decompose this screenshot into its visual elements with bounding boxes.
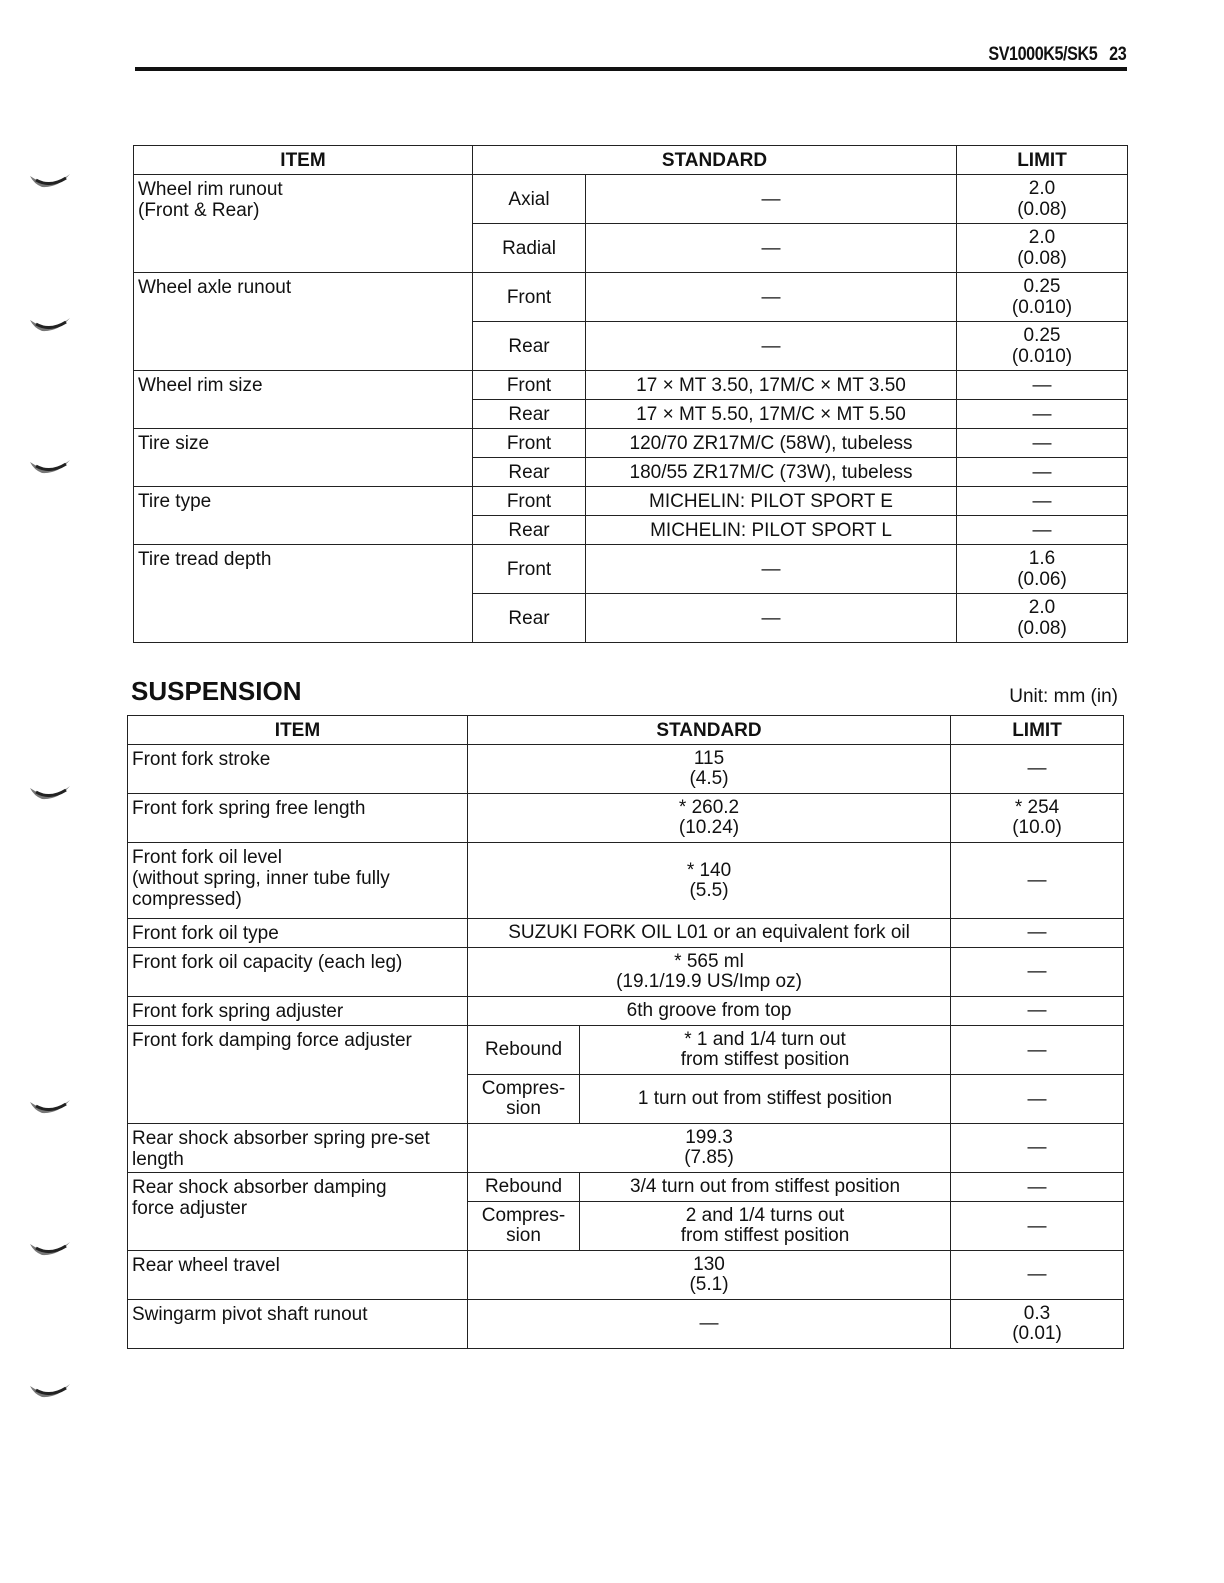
position-cell: Front: [473, 487, 586, 516]
mode-cell: Compres- sion: [468, 1075, 580, 1124]
item-cell: Swingarm pivot shaft runout: [128, 1300, 468, 1349]
standard-cell: 6th groove from top: [468, 997, 951, 1026]
item-cell: Front fork oil type: [128, 919, 468, 948]
limit-cell: —: [951, 1202, 1124, 1251]
section-title: SUSPENSION: [131, 676, 302, 706]
table-row: [128, 1300, 1124, 1349]
limit-cell: —: [951, 843, 1124, 919]
standard-cell: 130 (5.1): [468, 1251, 951, 1300]
standard-cell: SUZUKI FORK OIL L01 or an equivalent fork oil: [468, 919, 951, 948]
col-header-item: ITEM: [128, 716, 468, 745]
standard-cell: * 1 and 1/4 turn out from stiffest position: [580, 1026, 951, 1075]
col-header-limit: LIMIT: [951, 716, 1124, 745]
limit-cell: —: [951, 1124, 1124, 1173]
table-row: [128, 948, 1124, 997]
position-cell: Front: [473, 273, 586, 322]
standard-cell: 3/4 turn out from stiffest position: [580, 1173, 951, 1202]
table-row: [134, 371, 1128, 400]
position-cell: Rear: [473, 400, 586, 429]
unit-note: Unit: mm (in): [1009, 686, 1118, 707]
limit-cell: 2.0 (0.08): [957, 224, 1128, 273]
binder-ring-icon: [28, 1240, 72, 1258]
position-cell: Rear: [473, 594, 586, 643]
standard-cell: * 260.2 (10.24): [468, 794, 951, 843]
standard-cell: 120/70 ZR17M/C (58W), tubeless: [586, 429, 957, 458]
position-cell: Rear: [473, 458, 586, 487]
item-cell: Front fork damping force adjuster: [128, 1026, 468, 1124]
limit-cell: 2.0 (0.08): [957, 175, 1128, 224]
limit-cell: —: [951, 1173, 1124, 1202]
limit-cell: —: [951, 1026, 1124, 1075]
limit-cell: 2.0 (0.08): [957, 594, 1128, 643]
position-cell: Rear: [473, 516, 586, 545]
item-cell: Front fork spring adjuster: [128, 997, 468, 1026]
limit-cell: —: [957, 429, 1128, 458]
limit-cell: 0.3 (0.01): [951, 1300, 1124, 1349]
standard-cell: 180/55 ZR17M/C (73W), tubeless: [586, 458, 957, 487]
binder-ring-icon: [28, 316, 72, 334]
limit-cell: 0.25 (0.010): [957, 322, 1128, 371]
col-header-standard: STANDARD: [473, 146, 957, 175]
limit-cell: —: [951, 745, 1124, 794]
standard-cell: —: [586, 594, 957, 643]
mode-cell: Rebound: [468, 1026, 580, 1075]
model-code: SV1000K5/SK5: [988, 44, 1097, 65]
wheel-table-body: [134, 175, 1128, 643]
standard-cell: 1 turn out from stiffest position: [580, 1075, 951, 1124]
item-cell: Wheel rim runout (Front & Rear): [134, 175, 473, 273]
item-cell: Rear shock absorber spring pre-set length: [128, 1124, 468, 1173]
item-cell: Tire size: [134, 429, 473, 487]
limit-cell: * 254 (10.0): [951, 794, 1124, 843]
limit-cell: —: [957, 487, 1128, 516]
limit-cell: —: [951, 948, 1124, 997]
col-header-limit: LIMIT: [957, 146, 1128, 175]
page-number: 23: [1108, 44, 1126, 65]
position-cell: Front: [473, 429, 586, 458]
table-row: [128, 794, 1124, 843]
table-row: [134, 273, 1128, 322]
position-cell: Front: [473, 371, 586, 400]
mode-cell: Rebound: [468, 1173, 580, 1202]
standard-cell: —: [586, 545, 957, 594]
standard-cell: —: [586, 322, 957, 371]
item-cell: Tire tread depth: [134, 545, 473, 643]
item-cell: Front fork stroke: [128, 745, 468, 794]
table-row: [128, 997, 1124, 1026]
table-row: [128, 1026, 1124, 1075]
standard-cell: 2 and 1/4 turns out from stiffest position: [580, 1202, 951, 1251]
wheel-tire-table: [133, 145, 1128, 643]
binder-ring-icon: [28, 1382, 72, 1400]
standard-cell: MICHELIN: PILOT SPORT E: [586, 487, 957, 516]
table-row: [128, 1173, 1124, 1202]
limit-cell: —: [951, 1075, 1124, 1124]
binder-ring-icon: [28, 458, 72, 476]
standard-cell: —: [586, 273, 957, 322]
table-row: [128, 745, 1124, 794]
header-rule: [135, 67, 1127, 71]
standard-cell: —: [586, 224, 957, 273]
standard-cell: 115 (4.5): [468, 745, 951, 794]
col-header-standard: STANDARD: [468, 716, 951, 745]
limit-cell: —: [951, 919, 1124, 948]
suspension-table: [127, 715, 1124, 1349]
binder-ring-icon: [28, 784, 72, 802]
table-row: [134, 429, 1128, 458]
limit-cell: —: [957, 371, 1128, 400]
standard-cell: 199.3 (7.85): [468, 1124, 951, 1173]
suspension-table-body: [128, 745, 1124, 1349]
limit-cell: —: [957, 458, 1128, 487]
limit-cell: 1.6 (0.06): [957, 545, 1128, 594]
page-header: [976, 44, 1126, 66]
position-cell: Rear: [473, 322, 586, 371]
item-cell: Rear shock absorber damping force adjuster: [128, 1173, 468, 1251]
standard-cell: 17 × MT 3.50, 17M/C × MT 3.50: [586, 371, 957, 400]
standard-cell: —: [586, 175, 957, 224]
standard-cell: * 565 ml (19.1/19.9 US/Imp oz): [468, 948, 951, 997]
limit-cell: —: [957, 400, 1128, 429]
standard-cell: 17 × MT 5.50, 17M/C × MT 5.50: [586, 400, 957, 429]
table-row: [128, 919, 1124, 948]
col-header-item: ITEM: [134, 146, 473, 175]
binder-ring-icon: [28, 172, 72, 190]
table-row: [134, 487, 1128, 516]
position-cell: Axial: [473, 175, 586, 224]
item-cell: Tire type: [134, 487, 473, 545]
limit-cell: 0.25 (0.010): [957, 273, 1128, 322]
table-row: [128, 1124, 1124, 1173]
standard-cell: * 140 (5.5): [468, 843, 951, 919]
table-row: [134, 175, 1128, 224]
item-cell: Front fork spring free length: [128, 794, 468, 843]
item-cell: Front fork oil capacity (each leg): [128, 948, 468, 997]
position-cell: Radial: [473, 224, 586, 273]
table-row: [128, 1251, 1124, 1300]
position-cell: Front: [473, 545, 586, 594]
binder-ring-icon: [28, 1098, 72, 1116]
item-cell: Front fork oil level (without spring, inner tube fully compressed): [128, 843, 468, 919]
standard-cell: MICHELIN: PILOT SPORT L: [586, 516, 957, 545]
item-cell: Rear wheel travel: [128, 1251, 468, 1300]
table-row: [134, 545, 1128, 594]
table-row: [128, 843, 1124, 919]
limit-cell: —: [951, 997, 1124, 1026]
item-cell: Wheel axle runout: [134, 273, 473, 371]
item-cell: Wheel rim size: [134, 371, 473, 429]
limit-cell: —: [951, 1251, 1124, 1300]
standard-cell: —: [468, 1300, 951, 1349]
limit-cell: —: [957, 516, 1128, 545]
mode-cell: Compres- sion: [468, 1202, 580, 1251]
